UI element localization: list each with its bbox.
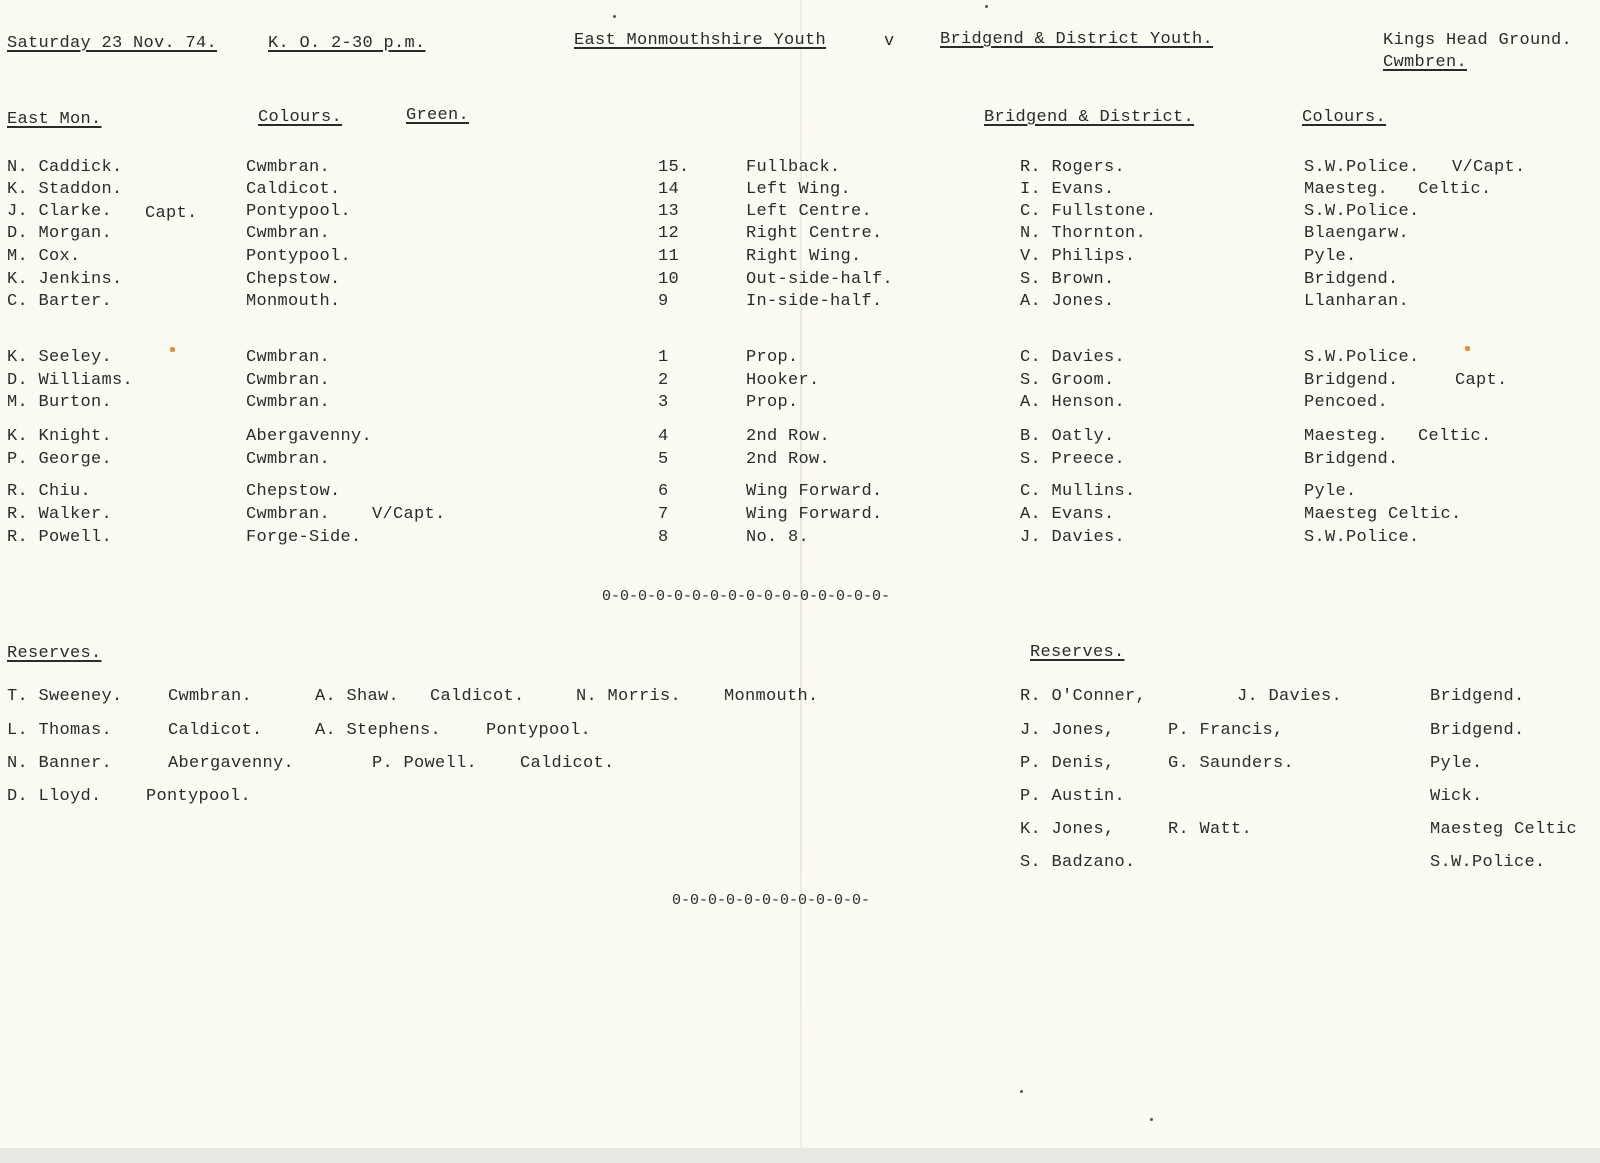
paper-speck: [613, 15, 616, 18]
away-reserve-name: K. Jones,: [1020, 820, 1115, 839]
home-reserve-name: L. Thomas.: [7, 721, 113, 740]
ground-name: Kings Head Ground.: [1383, 31, 1573, 50]
ground-town: Cwmbren.: [1383, 53, 1468, 72]
paper-speck: [1465, 346, 1470, 351]
versus-label: v: [884, 32, 895, 51]
position-label: In-side-half.: [746, 292, 883, 311]
away-player-name: N. Thornton.: [1020, 224, 1147, 243]
away-player-club: Pyle.: [1304, 482, 1357, 501]
away-reserves-heading: Reserves.: [1030, 643, 1125, 662]
home-reserve-name: A. Stephens.: [315, 721, 442, 740]
home-player-name: R. Chiu.: [7, 482, 92, 501]
away-reserve-club: Bridgend.: [1430, 687, 1525, 706]
away-reserve-name: S. Badzano.: [1020, 853, 1136, 872]
position-number: 1: [658, 348, 669, 367]
home-player-role: V/Capt.: [372, 505, 446, 524]
position-label: Right Centre.: [746, 224, 883, 243]
position-number: 5: [658, 450, 669, 469]
home-reserve-name: D. Lloyd.: [7, 787, 102, 806]
position-number: 2: [658, 371, 669, 390]
position-number: 8: [658, 528, 669, 547]
position-label: Out-side-half.: [746, 270, 894, 289]
home-player-club: Monmouth.: [246, 292, 341, 311]
home-player-club: Cwmbran.: [246, 158, 331, 177]
position-label: Wing Forward.: [746, 505, 883, 524]
home-player-club: Forge-Side.: [246, 528, 362, 547]
match-date: Saturday 23 Nov. 74.: [7, 34, 218, 53]
home-reserve-name: T. Sweeney.: [7, 687, 123, 706]
position-label: Hooker.: [746, 371, 820, 390]
away-player-club: Llanharan.: [1304, 292, 1410, 311]
away-player-club: Maesteg.: [1304, 180, 1389, 199]
away-reserve-name: R. O'Conner,: [1020, 687, 1147, 706]
away-player-club: Bridgend.: [1304, 270, 1399, 289]
away-player-club: Maesteg.: [1304, 427, 1389, 446]
position-number: 6: [658, 482, 669, 501]
home-reserve-club: Cwmbran.: [168, 687, 253, 706]
position-number: 3: [658, 393, 669, 412]
away-heading: Bridgend & District.: [984, 108, 1195, 127]
away-player-club: Bridgend.: [1304, 450, 1399, 469]
paper-edge: [0, 1148, 1600, 1163]
away-reserve-club: Maesteg Celtic: [1430, 820, 1578, 839]
position-number: 9: [658, 292, 669, 311]
position-label: Fullback.: [746, 158, 841, 177]
away-player-club: Blaengarw.: [1304, 224, 1410, 243]
away-reserve-name: P. Denis,: [1020, 754, 1115, 773]
away-player-club: Maesteg Celtic.: [1304, 505, 1462, 524]
position-number: 15.: [658, 158, 690, 177]
away-player-name: J. Davies.: [1020, 528, 1126, 547]
away-reserve-club: Wick.: [1430, 787, 1483, 806]
away-player-club: S.W.Police.: [1304, 528, 1420, 547]
home-player-club: Chepstow.: [246, 270, 341, 289]
away-player-name: S. Brown.: [1020, 270, 1115, 289]
paper-speck: [1150, 1118, 1153, 1121]
kickoff-time: K. O. 2-30 p.m.: [268, 34, 426, 53]
away-reserve-name: J. Jones,: [1020, 721, 1115, 740]
away-player-role: V/Capt.: [1452, 158, 1526, 177]
position-label: 2nd Row.: [746, 427, 831, 446]
home-player-name: R. Walker.: [7, 505, 113, 524]
home-player-name: P. George.: [7, 450, 113, 469]
away-player-club: S.W.Police.: [1304, 202, 1420, 221]
home-player-name: N. Caddick.: [7, 158, 123, 177]
home-reserves-heading: Reserves.: [7, 644, 102, 663]
home-player-name: K. Seeley.: [7, 348, 113, 367]
away-player-name: C. Mullins.: [1020, 482, 1136, 501]
position-number: 10: [658, 270, 680, 289]
away-player-name: A. Evans.: [1020, 505, 1115, 524]
home-player-name: M. Burton.: [7, 393, 113, 412]
home-player-club: Cwmbran.: [246, 505, 331, 524]
away-player-name: I. Evans.: [1020, 180, 1115, 199]
home-player-club: Cwmbran.: [246, 224, 331, 243]
home-player-role: Capt.: [145, 204, 198, 223]
home-player-club: Cwmbran.: [246, 393, 331, 412]
home-player-club: Pontypool.: [246, 202, 352, 221]
home-player-club: Cwmbran.: [246, 348, 331, 367]
home-reserve-name: A. Shaw.: [315, 687, 400, 706]
away-player-club: Pyle.: [1304, 247, 1357, 266]
position-label: Wing Forward.: [746, 482, 883, 501]
home-player-name: D. Morgan.: [7, 224, 113, 243]
home-player-name: J. Clarke.: [7, 202, 113, 221]
home-player-name: K. Jenkins.: [7, 270, 123, 289]
position-label: 2nd Row.: [746, 450, 831, 469]
position-number: 13: [658, 202, 680, 221]
paper-speck: [1020, 1090, 1023, 1093]
position-number: 7: [658, 505, 669, 524]
away-player-name: A. Henson.: [1020, 393, 1126, 412]
home-player-name: K. Knight.: [7, 427, 113, 446]
away-reserve-name: J. Davies.: [1237, 687, 1343, 706]
home-reserve-name: N. Banner.: [7, 754, 113, 773]
home-player-club: Caldicot.: [246, 180, 341, 199]
home-reserve-club: Pontypool.: [146, 787, 252, 806]
home-player-name: K. Staddon.: [7, 180, 123, 199]
home-player-name: C. Barter.: [7, 292, 113, 311]
away-player-club: S.W.Police.: [1304, 348, 1420, 367]
away-player-role: Capt.: [1455, 371, 1508, 390]
home-player-club: Pontypool.: [246, 247, 352, 266]
separator-line-end: 0-0-0-0-0-0-0-0-0-0-0-: [672, 892, 871, 909]
home-player-name: M. Cox.: [7, 247, 81, 266]
home-reserve-club: Abergavenny.: [168, 754, 295, 773]
away-player-name: C. Davies.: [1020, 348, 1126, 367]
home-colours-value: Green.: [406, 106, 470, 125]
away-player-role: Celtic.: [1418, 180, 1492, 199]
position-label: Left Wing.: [746, 180, 852, 199]
away-player-role: Celtic.: [1418, 427, 1492, 446]
home-player-club: Cwmbran.: [246, 371, 331, 390]
away-reserve-club: S.W.Police.: [1430, 853, 1546, 872]
home-reserve-club: Monmouth.: [724, 687, 819, 706]
home-colours-heading: Colours.: [258, 108, 343, 127]
position-label: Left Centre.: [746, 202, 873, 221]
away-reserve-name: R. Watt.: [1168, 820, 1253, 839]
position-label: No. 8.: [746, 528, 810, 547]
away-player-name: S. Groom.: [1020, 371, 1115, 390]
away-player-name: V. Philips.: [1020, 247, 1136, 266]
home-reserve-name: P. Powell.: [372, 754, 478, 773]
away-reserve-name: P. Austin.: [1020, 787, 1126, 806]
position-number: 11: [658, 247, 680, 266]
away-team-title: Bridgend & District Youth.: [940, 30, 1214, 49]
away-player-name: S. Preece.: [1020, 450, 1126, 469]
away-player-name: A. Jones.: [1020, 292, 1115, 311]
away-colours-heading: Colours.: [1302, 108, 1387, 127]
away-player-club: Pencoed.: [1304, 393, 1389, 412]
home-reserve-club: Caldicot.: [168, 721, 263, 740]
home-player-name: R. Powell.: [7, 528, 113, 547]
home-reserve-club: Caldicot.: [520, 754, 615, 773]
away-reserve-club: Pyle.: [1430, 754, 1483, 773]
away-reserve-club: Bridgend.: [1430, 721, 1525, 740]
home-team-title: East Monmouthshire Youth: [574, 31, 827, 50]
paper-speck: [170, 347, 175, 352]
position-label: Prop.: [746, 393, 799, 412]
home-reserve-club: Caldicot.: [430, 687, 525, 706]
away-player-name: B. Oatly.: [1020, 427, 1115, 446]
home-player-club: Chepstow.: [246, 482, 341, 501]
away-player-name: C. Fullstone.: [1020, 202, 1157, 221]
away-player-club: S.W.Police.: [1304, 158, 1420, 177]
home-player-name: D. Williams.: [7, 371, 134, 390]
separator-line: 0-0-0-0-0-0-0-0-0-0-0-0-0-0-0-0-: [602, 588, 891, 605]
home-player-club: Cwmbran.: [246, 450, 331, 469]
away-player-name: R. Rogers.: [1020, 158, 1126, 177]
home-player-club: Abergavenny.: [246, 427, 373, 446]
home-heading: East Mon.: [7, 110, 102, 129]
position-number: 4: [658, 427, 669, 446]
away-reserve-name: G. Saunders.: [1168, 754, 1295, 773]
home-reserve-club: Pontypool.: [486, 721, 592, 740]
away-player-club: Bridgend.: [1304, 371, 1399, 390]
away-reserve-name: P. Francis,: [1168, 721, 1284, 740]
position-number: 14: [658, 180, 680, 199]
paper-speck: [985, 5, 988, 8]
position-number: 12: [658, 224, 680, 243]
position-label: Prop.: [746, 348, 799, 367]
home-reserve-name: N. Morris.: [576, 687, 682, 706]
position-label: Right Wing.: [746, 247, 862, 266]
